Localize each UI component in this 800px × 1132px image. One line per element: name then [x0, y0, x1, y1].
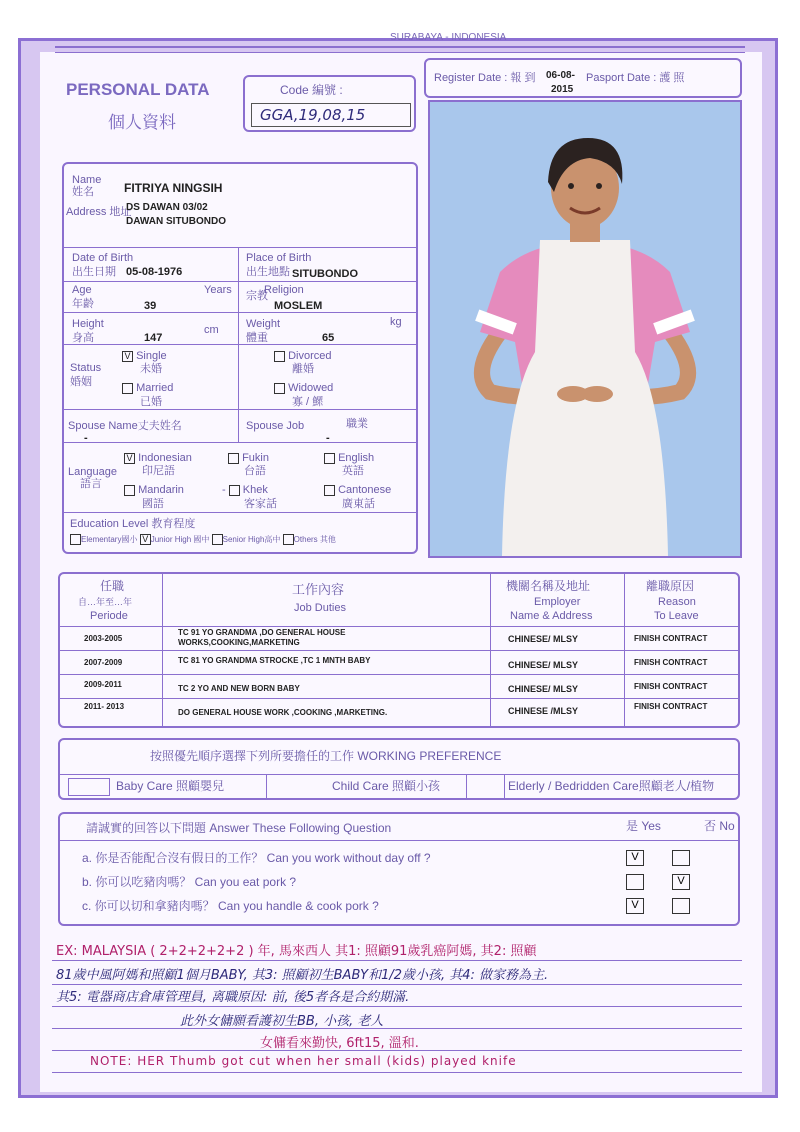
code-field[interactable]: [251, 103, 411, 127]
status-label: Status: [70, 362, 102, 374]
religion-label: Religion: [264, 284, 304, 296]
dob-label: Date of Birth: [72, 252, 134, 264]
lang-indonesian[interactable]: V Indonesian: [124, 452, 192, 464]
notes-line: [52, 1072, 742, 1073]
code-value: GGA,19,08,15: [260, 106, 366, 124]
status-divorced[interactable]: Divorced: [274, 350, 331, 362]
register-label: Register Date : 報 到: [434, 72, 536, 84]
notes-line: [52, 984, 742, 985]
col-reason-zh: 離職原因: [646, 579, 695, 593]
note-line-2: 81歲中風阿媽和照顧1個月BABY, 其3: 照顧初生BABY和1/2歲小孩, 其4: 做家務為主.: [56, 968, 549, 983]
col-employer: Employer: [534, 596, 581, 608]
lang-mandarin-zh: 國語: [142, 498, 164, 510]
status-married[interactable]: Married: [122, 382, 173, 394]
title-en: PERSONAL DATA: [66, 80, 210, 99]
register-year: 2015: [551, 84, 574, 95]
lang-english[interactable]: English: [324, 452, 374, 464]
weight-value: 65: [322, 332, 335, 344]
lang-khek-zh: 客家話: [244, 498, 277, 510]
note-line-5: 女傭看來勤快, 6ft15, 溫和.: [260, 1036, 419, 1051]
address-line1: DS DAWAN 03/02: [126, 202, 208, 213]
col-employer-zh: 機關名稱及地址: [506, 579, 591, 593]
status-label-zh: 婚姻: [70, 376, 92, 388]
lang-cantonese-zh: 廣東話: [342, 498, 375, 510]
applicant-photo: [428, 100, 742, 558]
question-a-no[interactable]: [672, 850, 690, 866]
col-period-zh: 任職: [100, 579, 125, 593]
col-period-zh2: 自…年至…年: [78, 597, 133, 607]
photo-underline: [428, 556, 742, 558]
title-zh: 個人資料: [108, 113, 176, 132]
lang-cantonese[interactable]: Cantonese: [324, 484, 391, 496]
widowed-checkbox[interactable]: [274, 383, 285, 394]
baby-rank-box[interactable]: [68, 778, 110, 796]
table-row: 2009-2011: [84, 680, 122, 689]
question-a: a. 你是否能配合沒有假日的工作？ Can you work without day off ?: [82, 851, 431, 865]
job-duties: TC 81 YO GRANDMA STROCKE ,TC 1 MNTH BABY: [178, 656, 371, 665]
khek-checkbox[interactable]: [229, 485, 240, 496]
col-duties-zh: 工作內容: [292, 582, 345, 597]
pob-value: SITUBONDO: [292, 268, 358, 280]
city-header: SURABAYA - INDONESIA: [390, 32, 507, 43]
status-single-zh: 未婚: [140, 363, 162, 375]
dob-label-zh: 出生日期: [72, 266, 116, 278]
lang-khek[interactable]: - Khek: [222, 484, 268, 496]
address-line2: DAWAN SITUBONDO: [126, 216, 226, 227]
table-row: 2003-2005: [84, 634, 123, 643]
pref-child-care: Child Care 照顧小孩: [332, 779, 441, 793]
job-employer: CHINESE/ MLSY: [508, 660, 579, 670]
job-reason: FINISH CONTRACT: [634, 634, 708, 643]
pref-baby-care: Baby Care 照顧嬰兒: [116, 779, 225, 793]
mandarin-checkbox[interactable]: [124, 485, 135, 496]
status-married-zh: 已婚: [140, 396, 162, 408]
lang-english-zh: 英語: [342, 465, 364, 477]
spouse-job-value: -: [326, 432, 330, 444]
question-b: b. 你可以吃豬肉嗎？ Can you eat pork ?: [82, 875, 297, 889]
col-reason-2: To Leave: [654, 610, 699, 622]
married-checkbox[interactable]: [122, 383, 133, 394]
edu-senior-checkbox[interactable]: [212, 534, 223, 545]
edu-others-checkbox[interactable]: [283, 534, 294, 545]
address-label: Address 地址: [66, 206, 132, 218]
weight-label-zh: 體重: [246, 332, 268, 344]
question-c-yes[interactable]: V: [626, 898, 644, 914]
age-label: Age: [72, 284, 92, 296]
fukin-checkbox[interactable]: [228, 453, 239, 464]
education-options[interactable]: Elementary國小 V Junior High 國中 Senior High高中 Others 其他: [70, 534, 336, 546]
years-label: Years: [204, 284, 232, 296]
edu-elementary-checkbox[interactable]: [70, 534, 81, 545]
personal-info-box: [62, 162, 418, 554]
question-b-yes[interactable]: [626, 874, 644, 890]
notes-line: [52, 960, 742, 961]
yes-label: 是 Yes: [626, 819, 661, 833]
job-duties: TC 91 YO GRANDMA ,DO GENERAL HOUSE: [178, 628, 346, 637]
job-duties: TC 2 YO AND NEW BORN BABY: [178, 684, 300, 693]
lang-mandarin[interactable]: Mandarin: [124, 484, 184, 496]
edu-junior-checkbox[interactable]: V: [140, 534, 151, 545]
spouse-job-zh: 職業: [346, 418, 368, 430]
person-figure-icon: [430, 102, 740, 556]
age-value: 39: [144, 300, 157, 312]
register-box: [424, 58, 742, 98]
notes-line: [52, 1006, 742, 1007]
name-label: Name: [72, 174, 102, 186]
spouse-name-label: Spouse Name丈夫姓名: [68, 420, 182, 432]
height-unit: cm: [204, 324, 219, 336]
single-checkbox[interactable]: V: [122, 351, 133, 362]
note-line-3: 其5: 電器商店倉庫管理員, 离職原因: 前, 後5者各是合約期滿.: [56, 990, 410, 1005]
language-label: Language: [68, 466, 117, 478]
name-label-zh: 姓名: [72, 186, 94, 198]
col-reason: Reason: [658, 596, 696, 608]
job-employer: CHINESE/ MLSY: [508, 634, 579, 644]
status-single[interactable]: V Single: [122, 350, 167, 362]
age-label-zh: 年齡: [72, 298, 94, 310]
weight-label: Weight: [246, 318, 281, 330]
status-widowed[interactable]: Widowed: [274, 382, 333, 394]
top-rule-2: [55, 52, 745, 53]
note-line-6: NOTE: HER Thumb got cut when her small (kids) played knife: [90, 1054, 517, 1068]
divorced-checkbox[interactable]: [274, 351, 285, 362]
height-label: Height: [72, 318, 104, 330]
lang-indonesian-zh: 印尼語: [142, 465, 175, 477]
job-reason: FINISH CONTRACT: [634, 682, 708, 691]
notes-line: [52, 1028, 742, 1029]
spouse-job-label: Spouse Job: [246, 420, 305, 432]
religion-label-zh: 宗教: [246, 290, 268, 302]
passport-label: Pasport Date : 護 照: [586, 72, 685, 84]
job-reason: FINISH CONTRACT: [634, 702, 708, 711]
code-box: [243, 75, 416, 132]
job-history-table: [58, 572, 740, 728]
job-reason: FINISH CONTRACT: [634, 658, 708, 667]
status-divorced-zh: 離婚: [292, 363, 314, 375]
col-period: Periode: [90, 610, 128, 622]
col-employer-2: Name & Address: [510, 610, 593, 622]
lang-fukin-zh: 台語: [244, 465, 266, 477]
status-widowed-zh: 寡 / 鰥: [292, 396, 324, 408]
english-checkbox[interactable]: [324, 453, 335, 464]
question-c: c. 你可以切和拿豬肉嗎？ Can you handle & cook pork ?: [82, 899, 379, 913]
code-label: Code 編號 :: [280, 83, 343, 97]
pob-label-zh: 出生地點: [246, 266, 290, 278]
spouse-name-value: -: [84, 432, 88, 444]
question-c-no[interactable]: [672, 898, 690, 914]
name-value: FITRIYA NINGSIH: [124, 181, 223, 195]
job-duties: DO GENERAL HOUSE WORK ,COOKING ,MARKETING.: [178, 708, 388, 717]
height-value: 147: [144, 332, 163, 344]
col-duties: Job Duties: [294, 602, 346, 614]
questions-title: 請誠實的回答以下問題 Answer These Following Question: [86, 821, 392, 835]
table-row: 2011- 2013: [84, 702, 125, 711]
question-b-no[interactable]: V: [672, 874, 690, 890]
language-label-zh: 語言: [80, 478, 102, 490]
lang-fukin[interactable]: Fukin: [228, 452, 269, 464]
question-a-yes[interactable]: V: [626, 850, 644, 866]
weight-unit: kg: [390, 316, 402, 328]
job-duties-2: WORKS,COOKING,MARKETING: [178, 638, 300, 647]
table-row: 2007-2009: [84, 658, 123, 667]
indonesian-checkbox[interactable]: V: [124, 453, 135, 464]
register-value: 06-08-: [546, 70, 575, 81]
preference-title: 按照優先順序選擇下列所要擔任的工作 WORKING PREFERENCE: [150, 749, 502, 763]
pob-label: Place of Birth: [246, 252, 312, 264]
dob-value: 05-08-1976: [126, 266, 183, 278]
no-label: 否 No: [704, 819, 735, 833]
working-preference-box: [58, 738, 740, 800]
religion-value: MOSLEM: [274, 300, 323, 312]
cantonese-checkbox[interactable]: [324, 485, 335, 496]
height-label-zh: 身高: [72, 332, 94, 344]
note-line-4: 此外女傭願看護初生BB, 小孩, 老人: [180, 1014, 384, 1029]
pref-elderly-care: Elderly / Bedridden Care照顧老人/植物: [508, 779, 715, 793]
top-rule: [55, 46, 745, 48]
education-label: Education Level 教育程度: [70, 518, 196, 530]
note-line-1: EX: MALAYSIA ( 2+2+2+2+2 ) 年, 馬來西人 其1: 照顧91歲乳癌阿媽, 其2: 照顧: [56, 944, 537, 959]
job-employer: CHINESE /MLSY: [508, 706, 579, 716]
job-employer: CHINESE/ MLSY: [508, 684, 579, 694]
questions-box: [58, 812, 740, 926]
